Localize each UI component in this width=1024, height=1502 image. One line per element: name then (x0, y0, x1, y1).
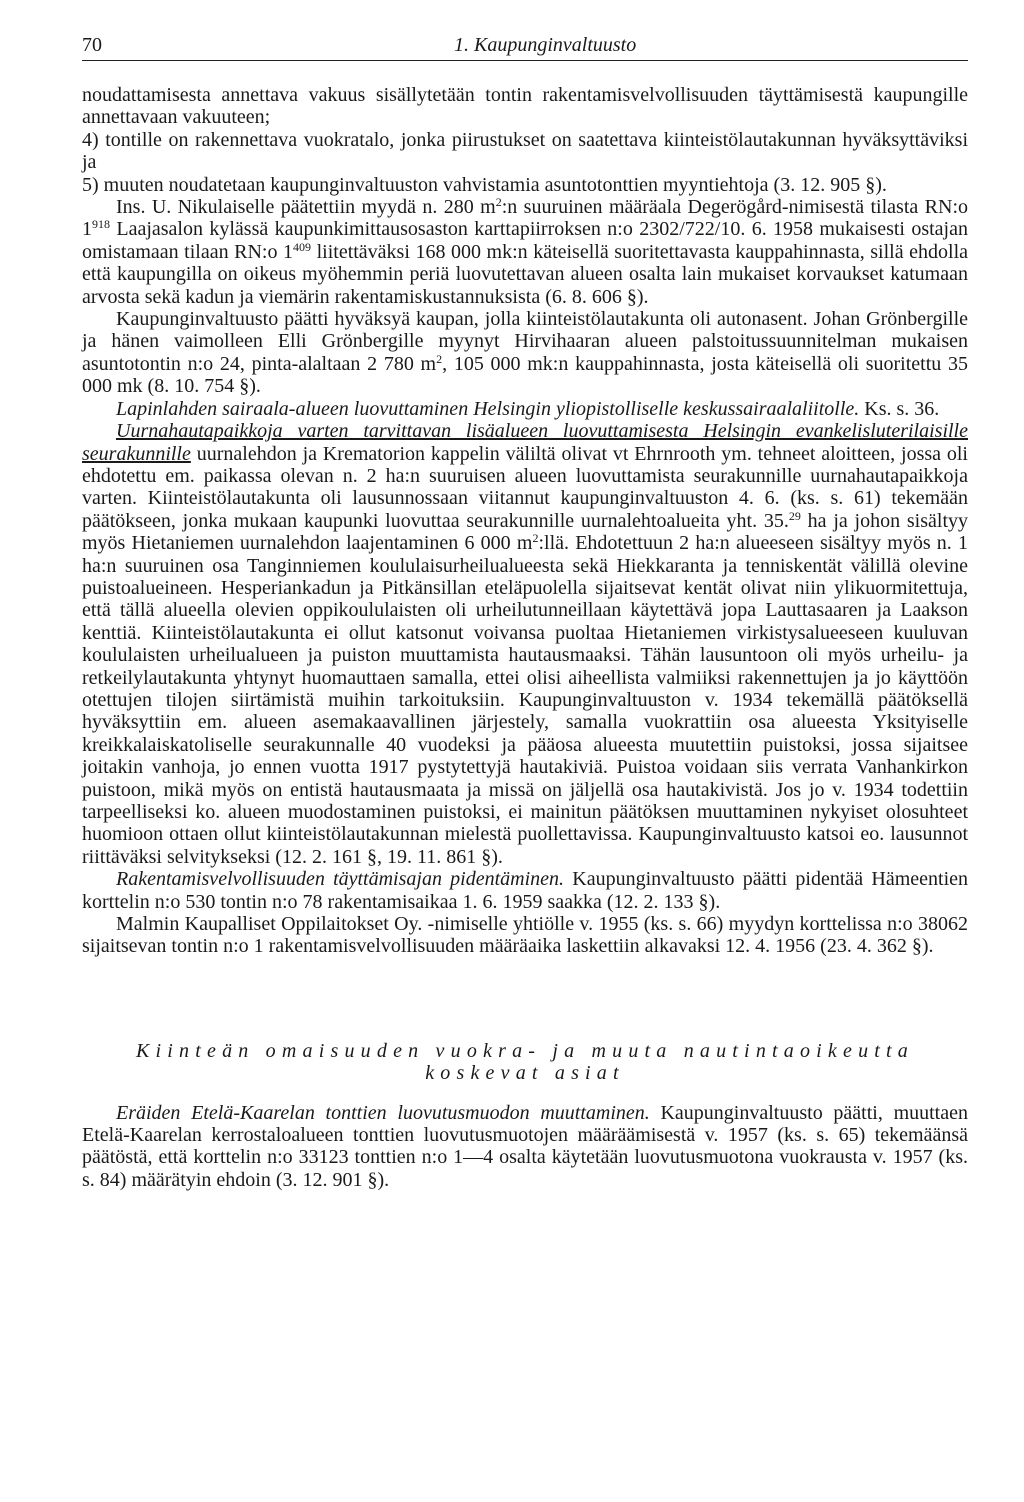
paragraph: Rakentamisvelvollisuuden täyttämisajan pidentäminen. Kaupunginvaltuusto päätti pidentää Hämeentien korttelin n:o 530 tontin n:o 78 rakentamisaikaa 1. 6. 1959 saakka (12. 2. 133 §). (82, 868, 968, 913)
paragraph: Kaupunginvaltuusto päätti hyväksyä kaupan, jolla kiinteistölautakunta oli autonasent. Johan Grönbergille ja hänen vaimolleen Elli Grönbergille myynyt Hirvihaaran alueen palstoitussuunnitelman mukaisen asuntotontin n:o 24, pinta-alaltaan 2 780 $m^2$, 105 000 mk:n kauppahinnasta, josta käteisellä oli suoritettu 35 000 mk (8. 10. 754 §). (82, 308, 969, 398)
document-body (82, 84, 968, 1191)
list-item: 5) muuten noudatetaan kaupunginvaltuuston vahvistamia asuntotonttien myyntiehtoja (3. 12. 905 §). (82, 173, 887, 196)
paragraph: Ins. U. Nikulaiselle päätettiin myydä n. 280 $m^2:n$ suuruinen määräala Degerögård-nimisestä tilasta RN:o $1^{918}$ Laajasalon kylässä kaupunkimittausosaston karttapiirroksen n:o 2302/722/10. 6. 1958 mukaisesti ostajan omistamaan tilaan RN:o $1^{409}$ liitettäväksi 168 000 mk:n käteisellä suoritettavasta kauppahinnasta, sillä ehdolla että kaupungilla on oikeus myöhemmin periä luovutettavan alueen osalta lain mukaiset korvaukset katumaan arvosta sekä kadun ja viemärin rakentamiskustannuksista (6. 8. 606 §). (82, 195, 969, 308)
item-title: Uurnahautapaikkoja varten tarvittavan lisäalueen luovuttamisesta Helsingin evankelisluterilaisille seurakunnille (82, 420, 968, 465)
paragraph: Lapinlahden sairaala-alueen luovuttaminen Helsingin yliopistolliselle keskussairaalaliitolle. Ks. s. 36. (116, 397, 940, 420)
item-title: Eräiden Etelä-Kaarelan tonttien luovutusmuodon muuttaminen. (116, 1101, 650, 1124)
section-heading: Kiinteän omaisuuden vuokra- ja muuta nautintaoikeutta koskevat asiat (136, 1039, 914, 1085)
item-title: Rakentamisvelvollisuuden täyttämisajan pidentäminen. (116, 868, 565, 891)
paragraph: Malmin Kaupalliset Oppilaitokset Oy. -nimiselle yhtiölle v. 1955 (ks. s. 66) myydyn korttelissa n:o 38062 sijaitsevan tontin n:o 1 rakentamisvelvollisuuden määräaika laskettiin alkavaksi 12. 4. 1956 (23. 4. 362 §). (82, 913, 968, 958)
list-item: 4) tontille on rakennettava vuokratalo, jonka piirustukset on saatettava kiinteistölautakunnan hyväksyttäviksi ja (82, 128, 968, 174)
header-title: 1. Kaupunginvaltuusto (454, 34, 637, 56)
paragraph: Eräiden Etelä-Kaarelan tonttien luovutusmuodon muuttaminen. Kaupunginvaltuusto päätti, muuttaen Etelä-Kaarelan kerrostaloalueen tonttien luovutusmuotojen määräämisestä v. 1957 (ks. s. 65) tekemäänsä päätöstä, että korttelin n:o 33123 tonttien n:o 1—4 osalta käytetään luovutusmuotona vuokrausta v. 1957 (ks. s. 84) määrätyin ehdoin (3. 12. 901 §). (82, 1101, 968, 1191)
paragraph: noudattamisesta annettava vakuus sisällytetään tontin rakentamisvelvollisuuden täyttämisestä kaupungille annettavaan vakuuteen; (82, 84, 968, 129)
running-header (82, 34, 968, 61)
item-title: Lapinlahden sairaala-alueen luovuttaminen Helsingin yliopistolliselle keskussairaalaliitolle. (116, 397, 860, 420)
page-number: 70 (82, 34, 102, 56)
document-page (82, 34, 968, 1191)
paragraph: Uurnahautapaikkoja varten tarvittavan lisäalueen luovuttamisesta Helsingin evankelisluterilaisille seurakunnille uurnalehdon ja Krematorion kappelin väliltä olivat vt Ehrnrooth ym. tehneet aloitteen, jossa oli ehdotettu em. paikassa olevan n. 2 ha:n suuruisen alueen luovuttamista seurakunnille uurnahautapaikkoja varten. Kiinteistölautakunta oli lausunnossaan viitannut kaupunginvaltuuston 4. 6. (ks. s. 61) tekemään päätökseen, jonka mukaan kaupunki luovuttaa seurakunnille uurnalehtoalueita yht. 35.29 ha ja johon sisältyy myös Hietaniemen uurnalehdon laajentaminen 6 000 $m^2:llä$. Ehdotettuun 2 ha:n alueeseen sisältyy myös n. 1 ha:n suuruinen osa Tanginniemen koululaisurheilualueesta sekä Hiekkaranta ja tenniskentät välillä olevine puistoalueineen. Hesperiankadun ja Pitkänsillan eteläpuolella sijaitsevat kentät olivat niin ylikuormitettuja, että tällä alueella olevien oppikoululaisten oli urheilutunneillaan käytettävä jopa Lauttasaaren ja Laakson kenttiä. Kiinteistölautakunta ei ollut katsonut voivansa puoltaa Hietaniemen virkistysalueeseen kuuluvan koululaisten urheilualueen ja puiston muuttamista hautausmaaksi. Tähän lausuntoon oli myös urheilu- ja retkeilylautakunta yhtynyt huomauttaen samalla, ettei olisi aiheellista valmiiksi rakennettujen ja jo käyttöön otettujen tilojen siirtämistä muihin tarkoituksiin. Kaupunginvaltuuston v. 1934 tekemällä päätöksellä hyväksyttiin em. alueen asemakaavallinen järjestely, samalla vuokrattiin osa alueesta Yksityiselle kreikkalaiskatoliselle seurakunnalle 40 vuodeksi ja pääosa alueesta muutettiin puistoksi, jossa sijaitsee joitakin vanhoja, jo ennen vuotta 1917 pystytettyjä hautakiviä. Puistoa voidaan siis verrata Vanhankirkon puistoon, mikä myös on entistä hautausmaata ja missä on jäljellä osa hautakivistä. Jos jo v. 1934 todettiin tarpeelliseksi ko. alueen muodostaminen puistoksi, ei mainitun päätöksen muuttaminen nykyiset olosuhteet huomioon ottaen ollut kiinteistölautakunnan mielestä puollettavissa. Kaupunginvaltuusto katsoi eo. lausunnot riittäväksi selvitykseksi (12. 2. 161 §, 19. 11. 861 §). (82, 420, 969, 868)
